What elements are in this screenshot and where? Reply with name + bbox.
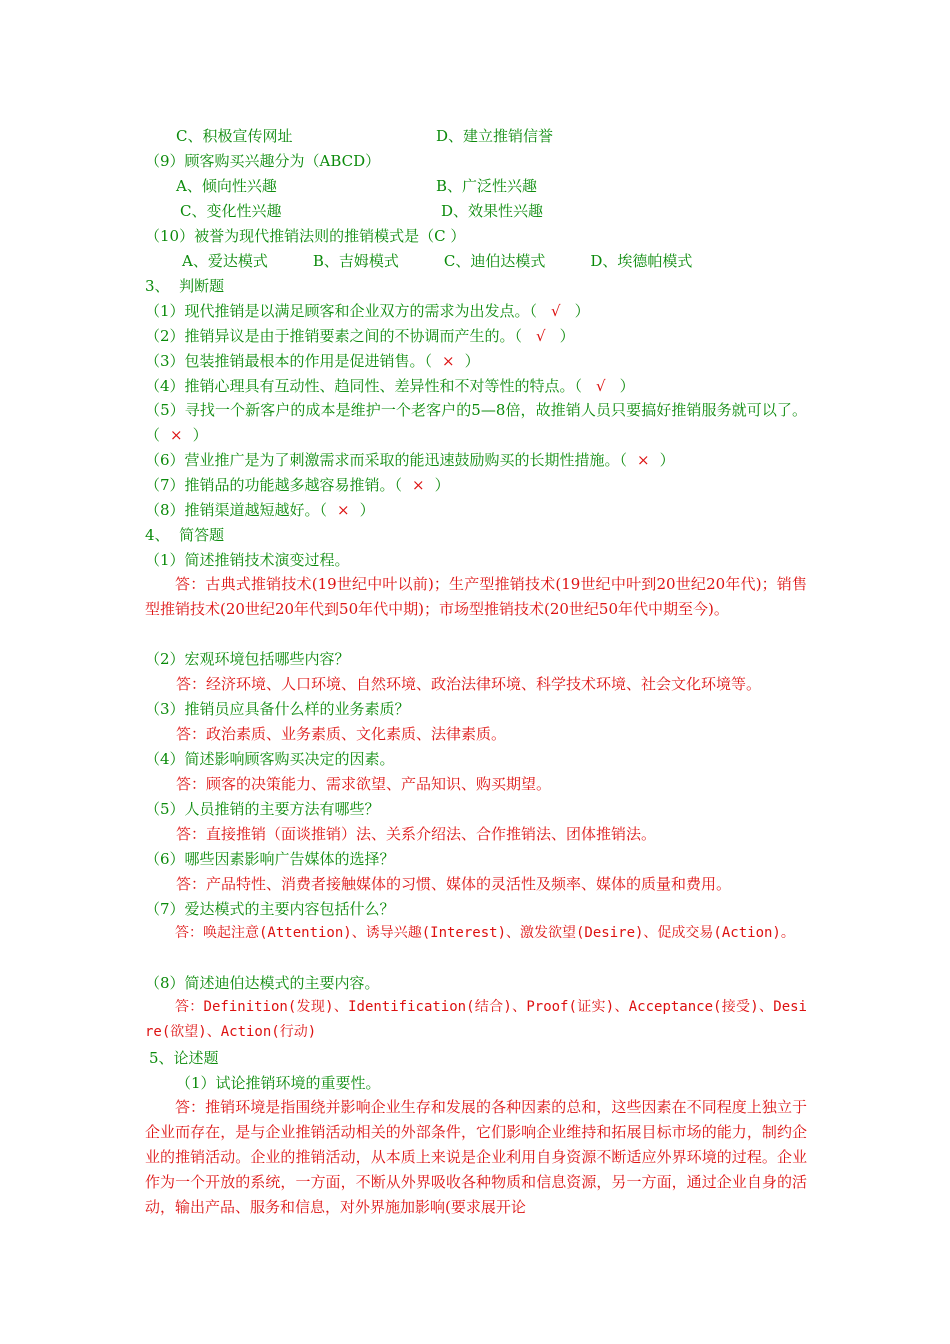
judge-item-7 bbox=[145, 475, 450, 495]
judge-item-1 bbox=[145, 301, 590, 321]
judge-item-8-mark: × bbox=[337, 501, 350, 519]
section3-heading: 3、 判断题 bbox=[145, 277, 225, 295]
judge-item-7-text: （7）推销品的功能越多越容易推销。（ bbox=[145, 476, 403, 494]
judge-item-4-mark: √ bbox=[596, 377, 606, 395]
q8-option-c: C、积极宣传网址 bbox=[176, 127, 293, 145]
section4-heading: 4、 简答题 bbox=[145, 526, 225, 544]
short-q-1: （1）简述推销技术演变过程。 bbox=[145, 551, 350, 569]
short-q-3: （3）推销员应具备什么样的业务素质？ bbox=[145, 700, 410, 718]
short-q-2: （2）宏观环境包括哪些内容？ bbox=[145, 650, 350, 668]
judge-item-3 bbox=[145, 351, 480, 371]
q10-question: （10）被誉为现代推销法则的推销模式是（C ） bbox=[145, 227, 466, 245]
q9-question: （9）顾客购买兴趣分为（ABCD） bbox=[145, 152, 381, 170]
short-q-4: （4）简述影响顾客购买决定的因素。 bbox=[145, 750, 395, 768]
judge-item-5-mark: × bbox=[170, 425, 183, 444]
short-q-5: （5）人员推销的主要方法有哪些？ bbox=[145, 800, 380, 818]
judge-item-8-text: （8）推销渠道越短越好。（ bbox=[145, 501, 328, 519]
essay-a-1: 答：推销环境是指围绕并影响企业生存和发展的各种因素的总和，这些因素在不同程度上独立于企业而存在，是与企业推销活动相关的外部条件，它们影响企业维持和拓展目标市场的能力，制约企业的推销活动。企业的推销活动，从本质上来说是企业利用自身资源不断适应外界环境的过程。企业作为一个开放的系统，一方面，不断从外界吸收各种物质和信息资源，另一方面，通过企业自身的活动，输出产品、服务和信息，对外界施加影响(要求展开论 bbox=[145, 1098, 807, 1216]
judge-item-7-mark: × bbox=[412, 476, 425, 494]
judge-item-6 bbox=[145, 450, 675, 470]
judge-item-6-text: （6）营业推广是为了刺激需求而采取的能迅速鼓励购买的长期性措施。（ bbox=[145, 451, 628, 469]
short-a-1: 答：古典式推销技术(19世纪中叶以前)；生产型推销技术(19世纪中叶到20世纪20年代)；销售型推销技术(20世纪20年代到50年代中期)；市场型推销技术(20世纪50年代中期至今)。 bbox=[145, 575, 807, 618]
q9-option-c: C、变化性兴趣 bbox=[180, 202, 282, 220]
judge-item-2-tail: ） bbox=[559, 327, 575, 345]
short-q-6: （6）哪些因素影响广告媒体的选择？ bbox=[145, 850, 395, 868]
short-a-6: 答：产品特性、消费者接触媒体的习惯、媒体的灵活性及频率、媒体的质量和费用。 bbox=[176, 875, 732, 893]
judge-item-3-tail: ） bbox=[464, 352, 480, 370]
q8-option-d: D、建立推销信誉 bbox=[436, 127, 554, 145]
judge-item-2-text: （2）推销异议是由于推销要素之间的不协调而产生的。（ bbox=[145, 327, 523, 345]
judge-item-8-tail: ） bbox=[359, 501, 375, 519]
short-a-5: 答：直接推销（面谈推销）法、关系介绍法、合作推销法、团体推销法。 bbox=[176, 825, 657, 843]
judge-item-5-tail: ） bbox=[192, 425, 208, 444]
judge-item-4 bbox=[145, 376, 635, 396]
short-a-3: 答：政治素质、业务素质、文化素质、法律素质。 bbox=[176, 725, 507, 743]
q10-options: A、爱达模式 B、吉姆模式 C、迪伯达模式 D、埃德帕模式 bbox=[182, 252, 693, 270]
q9-option-a: A、倾向性兴趣 bbox=[176, 177, 277, 195]
judge-item-4-tail: ） bbox=[619, 377, 635, 395]
judge-item-1-text: （1）现代推销是以满足顾客和企业双方的需求为出发点。（ bbox=[145, 302, 538, 320]
short-a-2: 答：经济环境、人口环境、自然环境、政治法律环境、科学技术环境、社会文化环境等。 bbox=[176, 675, 762, 693]
judge-item-7-tail: ） bbox=[434, 476, 450, 494]
judge-item-6-mark: × bbox=[637, 451, 650, 469]
judge-item-4-text: （4）推销心理具有互动性、趋同性、差异性和不对等性的特点。（ bbox=[145, 377, 583, 395]
q9-option-d: D、效果性兴趣 bbox=[441, 202, 544, 220]
judge-item-6-tail: ） bbox=[659, 451, 675, 469]
judge-item-3-mark: × bbox=[442, 352, 455, 370]
short-a-7: 答：唤起注意(Attention)、诱导兴趣(Interest)、激发欲望(Desire)、促成交易(Action)。 bbox=[175, 925, 795, 941]
short-q-8: （8）简述迪伯达模式的主要内容。 bbox=[145, 974, 380, 992]
q9-option-b: B、广泛性兴趣 bbox=[436, 177, 538, 195]
judge-item-2-mark: √ bbox=[536, 327, 546, 345]
judge-item-5 bbox=[145, 398, 807, 448]
judge-item-5-text: （5）寻找一个新客户的成本是维护一个老客户的5—8倍，故推销人员只要搞好推销服务就可以了。（ bbox=[145, 401, 807, 444]
short-a-8: 答：Definition(发现)、Identification(结合)、Proof(证实)、Acceptance(接受)、Desire(欲望)、Action(行动) bbox=[145, 999, 807, 1040]
judge-item-8 bbox=[145, 500, 375, 520]
judge-item-3-text: （3）包装推销最根本的作用是促进销售。（ bbox=[145, 352, 433, 370]
short-a-4: 答：顾客的决策能力、需求欲望、产品知识、购买期望。 bbox=[176, 775, 552, 793]
essay-q-1: （1）试论推销环境的重要性。 bbox=[176, 1074, 381, 1092]
judge-item-2 bbox=[145, 326, 575, 346]
section5-heading: 5、论述题 bbox=[149, 1049, 219, 1067]
judge-item-1-tail: ） bbox=[574, 302, 590, 320]
judge-item-1-mark: √ bbox=[551, 302, 561, 320]
short-q-7: （7）爱达模式的主要内容包括什么？ bbox=[145, 900, 395, 918]
